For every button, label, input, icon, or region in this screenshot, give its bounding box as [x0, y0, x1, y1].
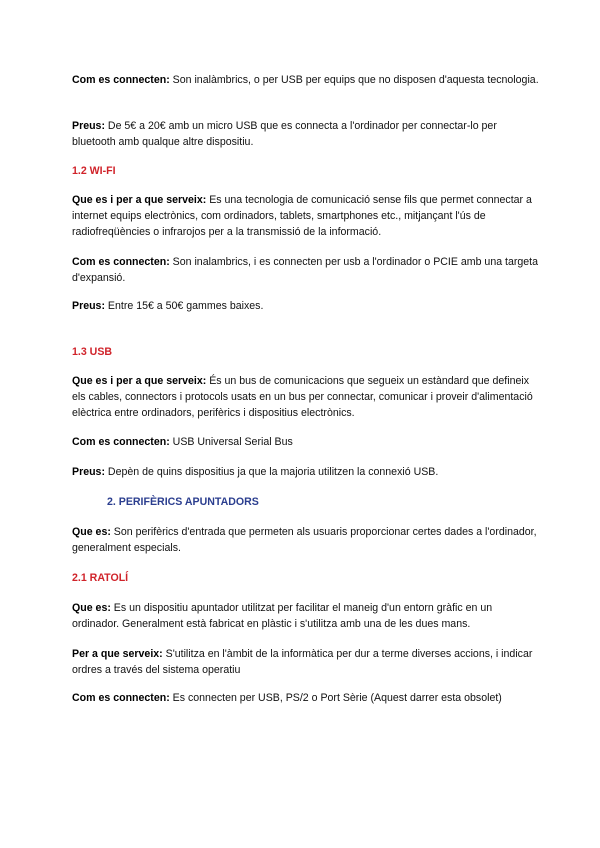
label: Com es connecten: — [72, 74, 170, 86]
paragraph-que-es-perifers — [72, 524, 542, 556]
label: Per a que serveix: — [72, 648, 163, 660]
paragraph-com-es-connecten-ratoli — [72, 690, 542, 706]
heading-wifi: 1.2 WI-FI — [72, 165, 116, 177]
label: Com es connecten: — [72, 256, 170, 268]
paragraph-com-es-connecten-usb — [72, 434, 542, 450]
text: Entre 15€ a 50€ gammes baixes. — [104, 300, 264, 312]
text: És un bus de comunicacions que segueix un estàndard que defineix els cables, connectors i protocols usats en un bus per connectar, comunicar i proveir d'alimentació elèctrica entre ordinadors, perifèrics i dispositius electrònics. — [72, 375, 533, 419]
label: Que es i per a que serveix: — [72, 375, 207, 387]
paragraph-preus-bluetooth — [72, 118, 542, 150]
paragraph-per-a-que-serveix-ratoli — [72, 646, 542, 678]
paragraph-com-es-connecten-wifi — [72, 254, 542, 286]
paragraph-que-es-ratoli — [72, 600, 542, 632]
paragraph-com-es-connecten-bluetooth — [72, 72, 542, 88]
label: Que es: — [72, 526, 111, 538]
paragraph-preus-usb — [72, 464, 542, 480]
label: Preus: — [72, 120, 105, 132]
text: S'utilitza en l'àmbit de la informàtica per dur a terme diverses accions, i indicar ordres a través del sistema operatiu — [72, 648, 533, 676]
text: Es una tecnologia de comunicació sense fils que permet connectar a internet equips electrònics, com ordinadors, tablets, smartphones etc., mitjançant l'ús de radiofreqüències o infrarojos per a la transmissió de la informació. — [72, 194, 532, 238]
label: Que es i per a que serveix: — [72, 194, 207, 206]
heading-periferics-apuntadors: 2. PERIFÈRICS APUNTADORS — [107, 496, 259, 508]
text: USB Universal Serial Bus — [169, 436, 293, 448]
heading-usb: 1.3 USB — [72, 346, 113, 358]
text: Es un dispositiu apuntador utilitzat per facilitar el maneig d'un entorn gràfic en un ordinador. Generalment està fabricat en plàstic i s'utilitza amb una de les dues mans. — [72, 602, 493, 630]
paragraph-preus-wifi — [72, 298, 542, 314]
label: Com es connecten: — [72, 436, 170, 448]
label: Que es: — [72, 602, 111, 614]
text: Depèn de quins dispositius ja que la majoria utilitzen la connexió USB. — [104, 466, 439, 478]
text: Son perifèrics d'entrada que permeten als usuaris proporcionar certes dades a l'ordinador, generalment especials. — [72, 526, 537, 554]
label: Preus: — [72, 300, 105, 312]
text: Son inalambrics, i es connecten per usb a l'ordinador o PCIE amb una targeta d'expansió. — [72, 256, 539, 284]
text: Es connecten per USB, PS/2 o Port Sèrie (Aquest darrer esta obsolet) — [169, 692, 502, 704]
label: Com es connecten: — [72, 692, 170, 704]
text: Son inalàmbrics, o per USB per equips que no disposen d'aquesta tecnologia. — [169, 74, 539, 86]
text: De 5€ a 20€ amb un micro USB que es connecta a l'ordinador per connectar-lo per bluetooth amb qualque altre dispositiu. — [72, 120, 497, 148]
label: Preus: — [72, 466, 105, 478]
paragraph-que-es-usb — [72, 373, 542, 421]
heading-ratoli: 2.1 RATOLÍ — [72, 572, 129, 584]
paragraph-que-es-wifi — [72, 192, 542, 240]
